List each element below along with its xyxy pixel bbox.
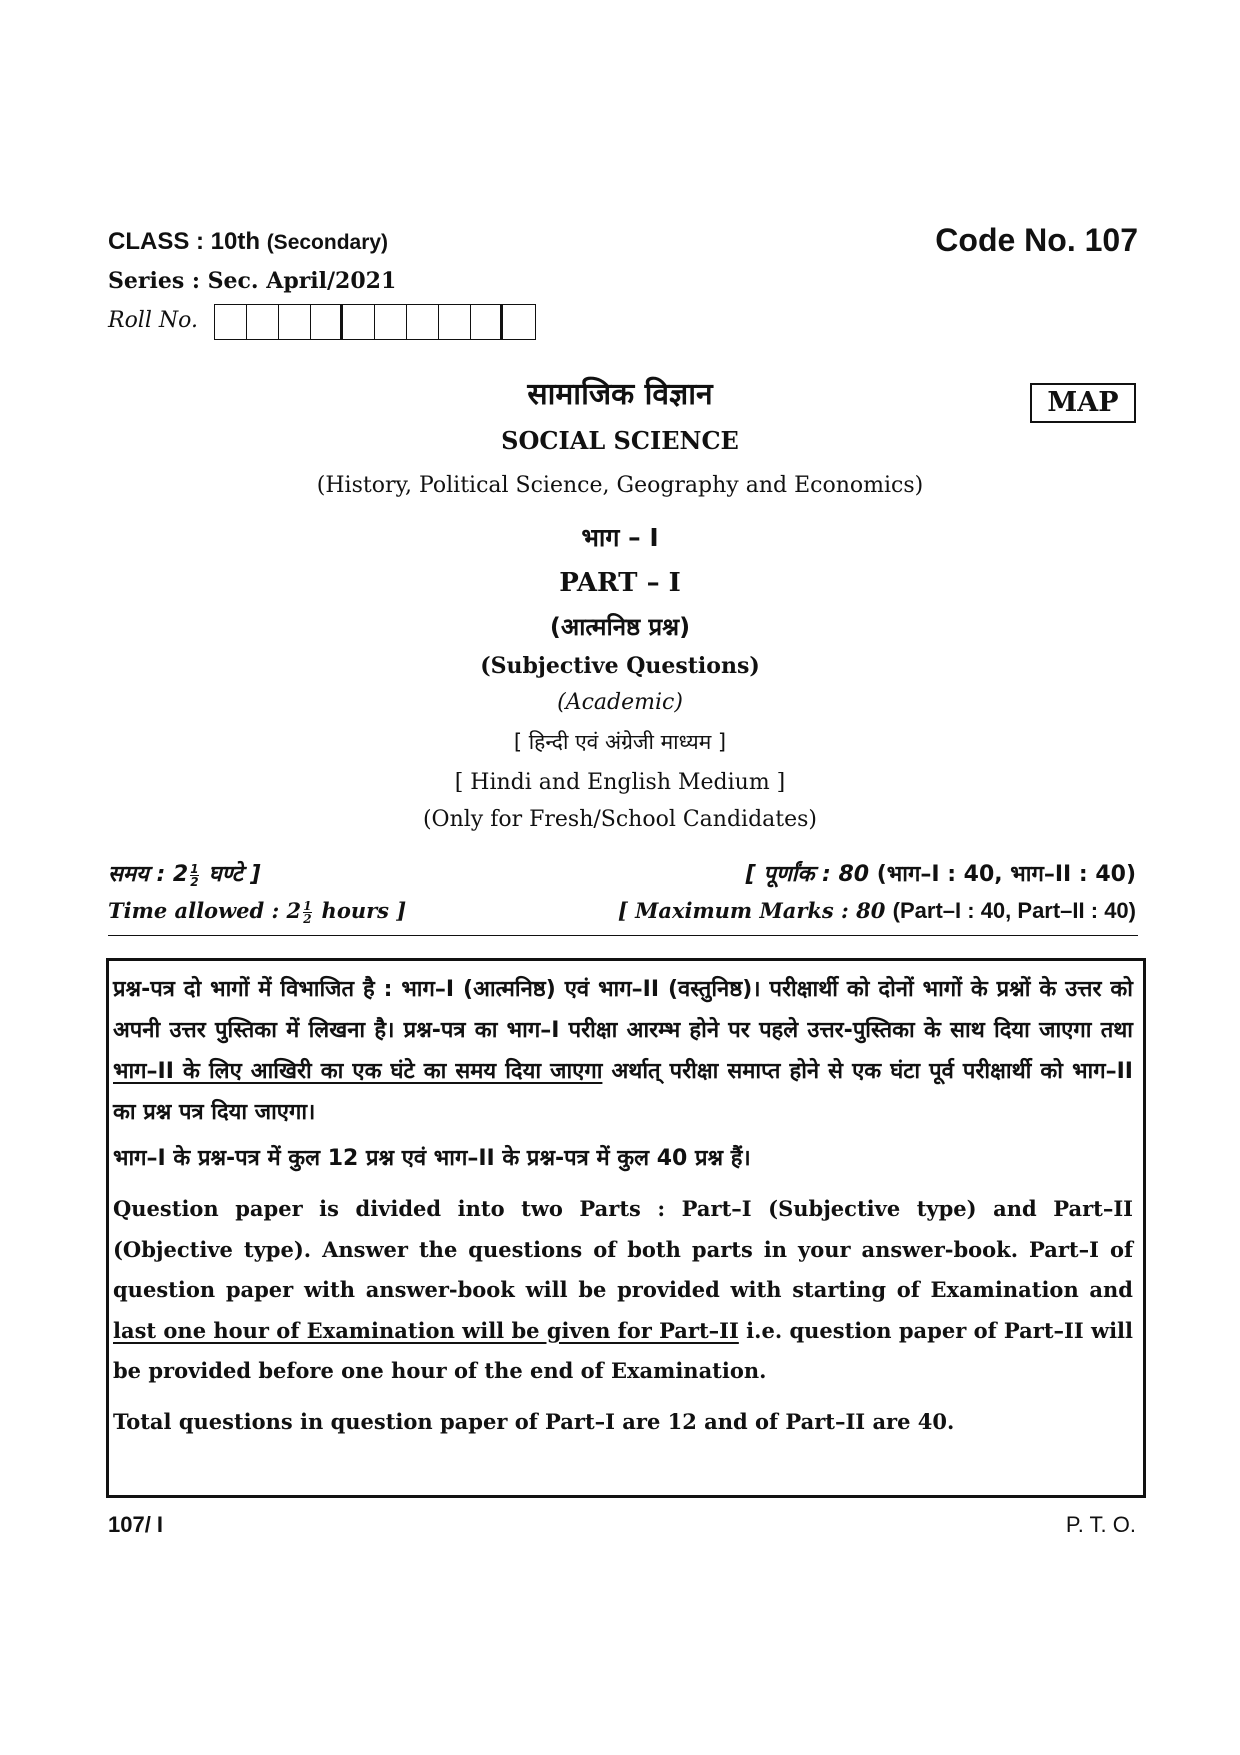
fraction-numerator: 1 <box>190 861 199 876</box>
pto-label: P. T. O. <box>1065 1512 1136 1537</box>
instructions-hindi-start: प्रश्न-पत्र दो भागों में विभाजित है : भाग–I (आत्मनिष्ठ) एवं भाग–II (वस्तुनिष्ठ)। परीक्षार्थी को दोनों भागों के प्रश्नों के उत्तर को अपनी उत्तर पुस्तिका में लिखना है। प्रश्न-पत्र का भाग–I परीक्षा आरम्भ होने पर पहले उत्तर-पुस्तिका के साथ दिया जाएगा तथा <box>113 977 1133 1043</box>
instructions-hindi-underlined: भाग–II के लिए आखिरी का एक घंटे का समय दिया जाएगा <box>113 1059 603 1084</box>
roll-digit-box[interactable] <box>311 305 343 339</box>
roll-digit-box[interactable] <box>279 305 311 339</box>
stream-label: (Academic) <box>557 690 683 715</box>
candidates-label: (Only for Fresh/School Candidates) <box>422 807 818 832</box>
roll-digit-box[interactable] <box>215 305 247 339</box>
marks-english-split: (Part–I : 40, Part–II : 40) <box>892 898 1136 923</box>
type-hindi: (आत्मनिष्ठ प्रश्न) <box>549 613 691 641</box>
fraction-denominator: 2 <box>190 874 199 889</box>
hindi-subject-title: सामाजिक विज्ञान <box>527 377 713 412</box>
roll-digit-box[interactable] <box>247 305 279 339</box>
medium-english: [ Hindi and English Medium ] <box>454 770 786 795</box>
instructions-box <box>106 958 1146 1498</box>
fraction <box>303 900 311 925</box>
map-label-box: MAP <box>1030 383 1136 423</box>
roll-digit-box[interactable] <box>471 305 503 339</box>
roll-digit-box[interactable] <box>503 305 535 339</box>
roll-digit-box[interactable] <box>343 305 375 339</box>
instructions-english-start: Question paper is divided into two Parts : Part–I (Subjective type) and Part–II (Objective type). Answer the questions of both parts in your answer-book. Part–I of question paper with answer-book will be provided with starting of Examination and <box>113 1196 1133 1302</box>
instructions-english <box>113 1189 1133 1392</box>
roll-no-boxes[interactable] <box>214 304 536 340</box>
roll-no-label: Roll No. <box>108 308 198 333</box>
english-subject-title: SOCIAL SCIENCE <box>501 426 739 455</box>
time-hindi <box>108 858 261 888</box>
marks-english <box>618 898 1136 924</box>
class-text: CLASS : 10th <box>108 228 261 255</box>
time-english-unit: hours ] <box>321 898 407 923</box>
code-number: Code No. 107 <box>935 222 1138 258</box>
marks-english-label: [ Maximum Marks : 80 <box>617 898 886 923</box>
page-code: 107/ I <box>108 1512 164 1537</box>
instructions-hindi <box>113 969 1133 1133</box>
fraction <box>190 863 198 888</box>
time-hindi-unit: घण्टे ] <box>208 862 261 887</box>
roll-digit-box[interactable] <box>439 305 471 339</box>
medium-hindi: [ हिन्दी एवं अंग्रेजी माध्यम ] <box>513 730 727 754</box>
marks-hindi <box>746 858 1136 888</box>
class-suffix: (Secondary) <box>266 231 389 254</box>
instructions-english-end: i.e. question paper of Part–II will be provided before one hour of the end of Examination. <box>113 1317 1134 1383</box>
fraction-denominator: 2 <box>303 912 312 926</box>
type-english: (Subjective Questions) <box>480 653 760 679</box>
roll-digit-box[interactable] <box>375 305 407 339</box>
part-english: PART – I <box>559 568 681 598</box>
part-hindi: भाग – I <box>581 523 659 552</box>
class-label <box>108 228 388 256</box>
marks-hindi-label: [ पूर्णांक : 80 <box>745 862 870 887</box>
subjects-list: (History, Political Science, Geography and Economics) <box>316 473 924 498</box>
instructions-english-total: Total questions in question paper of Part–I are 12 and of Part–II are 40. <box>113 1408 955 1434</box>
time-english <box>108 898 406 925</box>
instructions-hindi-total: भाग–I के प्रश्न-पत्र में कुल 12 प्रश्न एवं भाग–II के प्रश्न-पत्र में कुल 40 प्रश्न हैं। <box>113 1146 751 1171</box>
time-hindi-label: समय : 2 <box>108 862 189 887</box>
series-label: Series : Sec. April/2021 <box>108 268 397 294</box>
marks-hindi-split: (भाग–I : 40, भाग–II : 40) <box>876 862 1136 887</box>
instructions-hindi-end: अर्थात् परीक्षा समाप्त होने से एक घंटा पूर्व परीक्षार्थी को भाग–II का प्रश्न पत्र दिया जाएगा। <box>113 1059 1133 1125</box>
time-english-label: Time allowed : 2 <box>108 898 302 923</box>
divider-line <box>108 935 1138 936</box>
roll-digit-box[interactable] <box>407 305 439 339</box>
fraction-numerator: 1 <box>303 899 312 913</box>
instructions-english-underlined: last one hour of Examination will be given for Part–II <box>113 1317 739 1343</box>
